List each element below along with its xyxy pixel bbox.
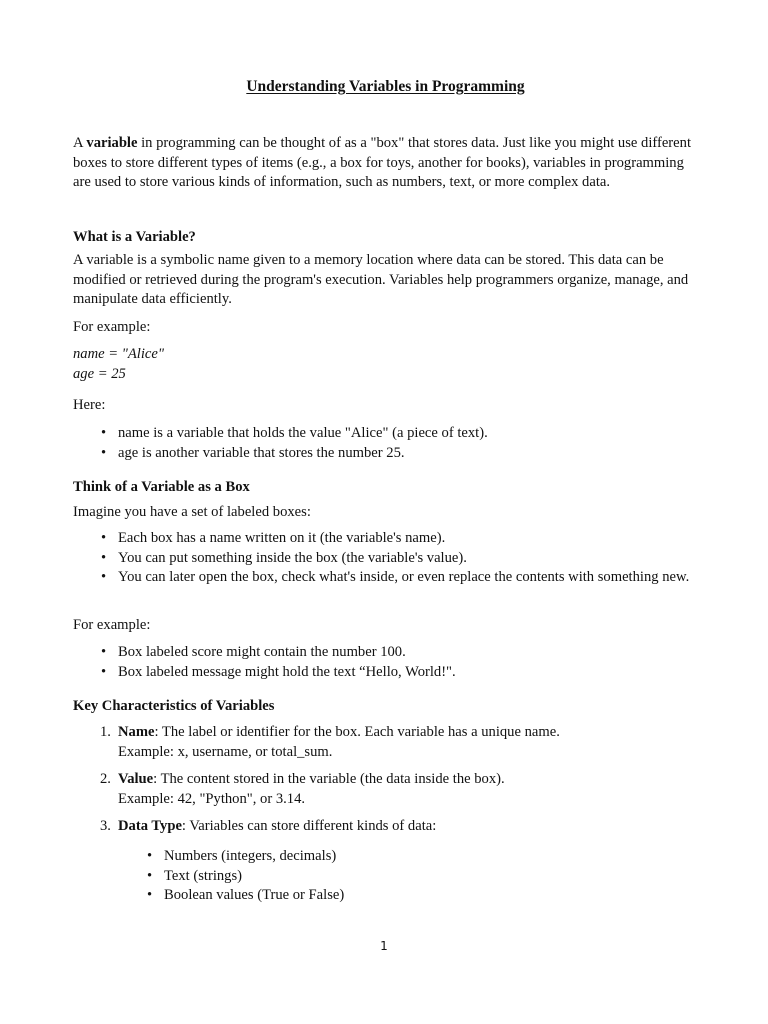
code-line: name = "Alice" (73, 346, 164, 362)
list-number: 2. (100, 771, 111, 787)
list-item: • Box labeled score might contain the number 100. (73, 643, 698, 663)
list-item (73, 723, 698, 762)
section1-here: Here: (73, 397, 106, 413)
list-item: • Each box has a name written on it (the variable's name). (73, 529, 698, 549)
data-type-list (73, 847, 698, 906)
intro-paragraph (73, 134, 698, 193)
document-title: Understanding Variables in Programming (246, 78, 525, 95)
list-term: Name (118, 724, 155, 740)
list-desc: : The label or identifier for the box. Each variable has a unique name. (154, 724, 560, 740)
list-item (73, 770, 698, 809)
section2-paragraph: Imagine you have a set of labeled boxes: (73, 504, 311, 520)
list-item: • Numbers (integers, decimals) (73, 847, 698, 867)
list-example: Example: x, username, or total_sum. (118, 743, 333, 760)
intro-lead: A (73, 135, 87, 151)
list-term: Value (118, 771, 154, 787)
list-desc: : Variables can store different kinds of data: (181, 818, 437, 834)
characteristics-list (73, 723, 698, 837)
code-line: age = 25 (73, 365, 126, 382)
list-item (73, 817, 698, 837)
list-item: • Boolean values (True or False) (73, 886, 698, 906)
list-item: • You can put something inside the box (the variable's value). (73, 549, 698, 569)
section1-for-example: For example: (73, 319, 151, 335)
list-item: • You can later open the box, check what's inside, or even replace the contents with something new. (73, 568, 698, 588)
section1-bullet-list (73, 424, 698, 463)
intro-bold-term: variable (86, 135, 138, 151)
list-item: • age is another variable that stores the number 25. (73, 444, 698, 464)
document-page (73, 0, 698, 1024)
list-example: Example: 42, "Python", or 3.14. (118, 790, 306, 807)
list-term: Data Type (118, 818, 182, 834)
section2-example-list (73, 643, 698, 682)
code-example (73, 345, 698, 384)
list-number: 3. (100, 818, 111, 834)
section2-bullet-list (73, 529, 698, 588)
section-heading-key-characteristics: Key Characteristics of Variables (73, 698, 275, 714)
list-number: 1. (100, 724, 111, 740)
list-item: • Box labeled message might hold the text “Hello, World!". (73, 663, 698, 683)
list-item: • Text (strings) (73, 867, 698, 887)
list-item: • name is a variable that holds the value "Alice" (a piece of text). (73, 424, 698, 444)
section-heading-what-is-variable: What is a Variable? (73, 229, 196, 245)
section1-paragraph: A variable is a symbolic name given to a memory location where data can be stored. This data can be modified or retrieved during the program's execution. Variables help programmers organize, manage, and manipulate data efficiently. (73, 252, 689, 307)
intro-body: in programming can be thought of as a "box" that stores data. Just like you might use different boxes to store different types of items (e.g., a box for toys, another for books), variables in programming are used to store various kinds of information, such as numbers, text, or more complex data. (73, 135, 691, 190)
section-heading-variable-as-box: Think of a Variable as a Box (73, 479, 250, 495)
page-number: 1 (380, 939, 388, 953)
section2-for-example: For example: (73, 617, 151, 633)
list-desc: : The content stored in the variable (the data inside the box). (153, 771, 505, 787)
